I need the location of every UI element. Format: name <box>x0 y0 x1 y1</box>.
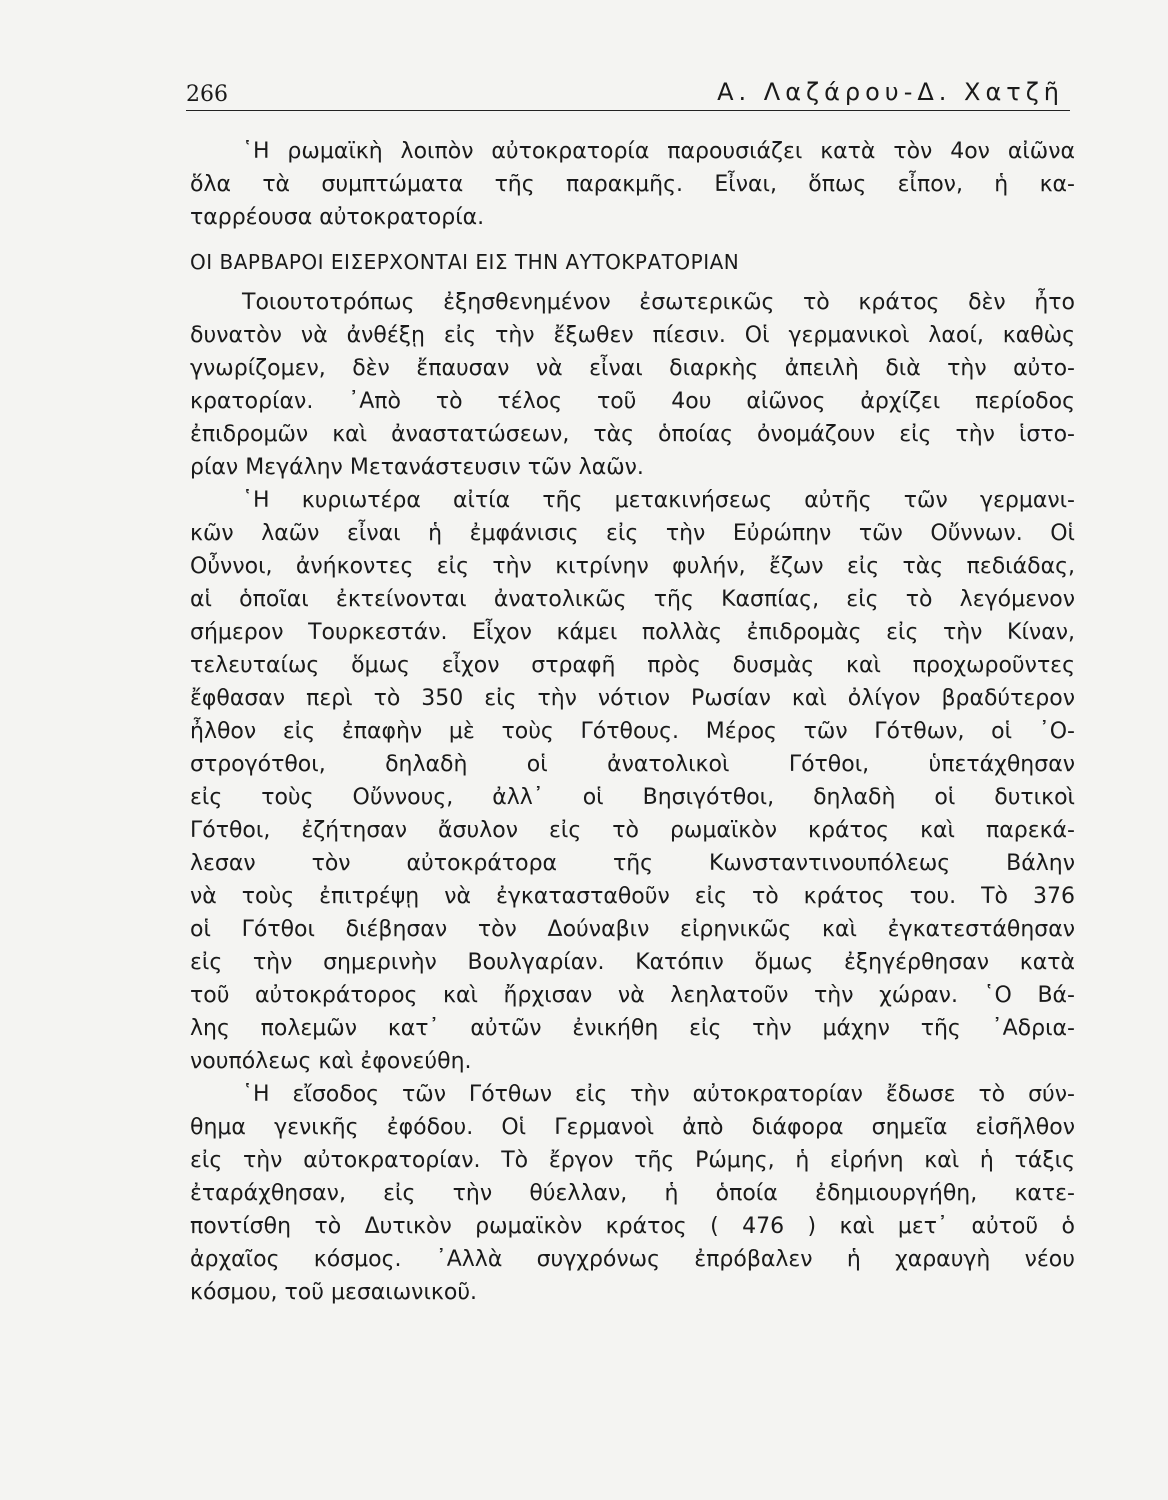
text-line: αἱ ὁποῖαι ἐκτείνονται ἀνατολικῶς τῆς Κασπίας, εἰς τὸ λεγόμενον <box>190 587 1075 612</box>
text-line: κρατορίαν. ᾿Απὸ τὸ τέλος τοῦ 4ου αἰῶνος ἀρχίζει περίοδος <box>190 389 1075 414</box>
text-line: ἐταράχθησαν, εἰς τὴν θύελλαν, ἡ ὁποία ἐδημιουργήθη, κατε- <box>190 1181 1075 1206</box>
paragraph-3 <box>190 1078 1075 1309</box>
text-line: νὰ τοὺς ἐπιτρέψῃ νὰ ἐγκατασταθοῦν εἰς τὸ κράτος του. Τὸ 376 <box>190 884 1075 909</box>
text-line: ἦλθον εἰς ἐπαφὴν μὲ τοὺς Γότθους. Μέρος τῶν Γότθων, οἱ ᾿Ο- <box>190 719 1075 744</box>
paragraph-1 <box>190 286 1075 484</box>
text-line: οἱ Γότθοι διέβησαν τὸν Δούναβιν εἰρηνικῶς καὶ ἐγκατεστάθησαν <box>190 917 1075 942</box>
text-line: ἐπιδρομῶν καὶ ἀναστατώσεων, τὰς ὁποίας ὀνομάζουν εἰς τὴν ἱστο- <box>190 422 1075 447</box>
intro-paragraph <box>190 135 1075 234</box>
text-line: γνωρίζομεν, δὲν ἔπαυσαν νὰ εἶναι διαρκὴς ἀπειλὴ διὰ τὴν αὐτο- <box>190 356 1075 381</box>
text-line: κῶν λαῶν εἶναι ἡ ἐμφάνισις εἰς τὴν Εὐρώπην τῶν Οὔννων. Οἱ <box>190 521 1075 546</box>
text-line: εἰς τὴν αὐτοκρατορίαν. Τὸ ἔργον τῆς Ρώμης, ἡ εἰρήνη καὶ ἡ τάξις <box>190 1148 1075 1173</box>
paragraph-2 <box>190 484 1075 1078</box>
text-line: τελευταίως ὅμως εἶχον στραφῆ πρὸς δυσμὰς καὶ προχωροῦντες <box>190 653 1075 678</box>
running-title: Α. Λαζάρου-Δ. Χατζῆ <box>717 78 1064 106</box>
text-line: δυνατὸν νὰ ἀνθέξῃ εἰς τὴν ἔξωθεν πίεσιν. Οἱ γερμανικοὶ λαοί, καθὼς <box>190 323 1075 348</box>
text-line: λεσαν τὸν αὐτοκράτορα τῆς Κωνσταντινουπόλεως Βάλην <box>190 851 1075 876</box>
text-line: ὅλα τὰ συμπτώματα τῆς παρακμῆς. Εἶναι, ὅπως εἶπον, ἡ κα- <box>190 172 1075 197</box>
body-text <box>190 135 1075 1309</box>
text-line: τοῦ αὐτοκράτορος καὶ ἤρχισαν νὰ λεηλατοῦν τὴν χώραν. ῾Ο Βά- <box>190 983 1075 1008</box>
text-line: ρίαν Μεγάλην Μετανάστευσιν τῶν λαῶν. <box>190 455 644 480</box>
text-line: νουπόλεως καὶ ἐφονεύθη. <box>190 1049 472 1074</box>
text-line: λης πολεμῶν κατ᾿ αὐτῶν ἐνικήθη εἰς τὴν μάχην τῆς ᾿Αδρια- <box>190 1016 1075 1041</box>
page-header <box>186 74 1070 111</box>
text-line: εἰς τοὺς Οὔννους, ἀλλ᾿ οἱ Βησιγότθοι, δηλαδὴ οἱ δυτικοὶ <box>190 785 1075 810</box>
section-heading: ΟΙ ΒΑΡΒΑΡΟΙ ΕΙΣΕΡΧΟΝΤΑΙ ΕΙΣ ΤΗΝ ΑΥΤΟΚΡΑΤΟΡΙΑΝ <box>190 250 740 274</box>
text-line: Γότθοι, ἐζήτησαν ἄσυλον εἰς τὸ ρωμαϊκὸν κράτος καὶ παρεκά- <box>190 818 1075 843</box>
text-line: σήμερον Τουρκεστάν. Εἶχον κάμει πολλὰς ἐπιδρομὰς εἰς τὴν Κίναν, <box>190 620 1075 645</box>
text-line: ποντίσθη τὸ Δυτικὸν ρωμαϊκὸν κράτος ( 476 ) καὶ μετ᾿ αὐτοῦ ὁ <box>190 1214 1075 1239</box>
text-line: ῾Η ρωμαϊκὴ λοιπὸν αὐτοκρατορία παρουσιάζει κατὰ τὸν 4ον αἰῶνα <box>242 139 1075 164</box>
text-line: ταρρέουσα αὐτοκρατορία. <box>190 205 485 230</box>
text-line: θημα γενικῆς ἐφόδου. Οἱ Γερμανοὶ ἀπὸ διάφορα σημεῖα εἰσῆλθον <box>190 1115 1075 1140</box>
text-line: ῾Η εἴσοδος τῶν Γότθων εἰς τὴν αὐτοκρατορίαν ἔδωσε τὸ σύν- <box>242 1082 1075 1107</box>
text-line: εἰς τὴν σημερινὴν Βουλγαρίαν. Κατόπιν ὅμως ἐξηγέρθησαν κατὰ <box>190 950 1075 975</box>
text-line: ἔφθασαν περὶ τὸ 350 εἰς τὴν νότιον Ρωσίαν καὶ ὀλίγον βραδύτερον <box>190 686 1075 711</box>
page-number: 266 <box>186 82 228 107</box>
text-line: ἀρχαῖος κόσμος. ᾿Αλλὰ συγχρόνως ἐπρόβαλεν ἡ χαραυγὴ νέου <box>190 1247 1075 1272</box>
text-line: Τοιουτοτρόπως ἐξησθενημένον ἐσωτερικῶς τὸ κράτος δὲν ἦτο <box>242 290 1075 315</box>
text-line: κόσμου, τοῦ μεσαιωνικοῦ. <box>190 1280 478 1305</box>
text-line: στρογότθοι, δηλαδὴ οἱ ἀνατολικοὶ Γότθοι, ὑπετάχθησαν <box>190 752 1075 777</box>
text-line: ῾Η κυριωτέρα αἰτία τῆς μετακινήσεως αὐτῆς τῶν γερμανι- <box>242 488 1075 513</box>
text-line: Οὖννοι, ἀνήκοντες εἰς τὴν κιτρίνην φυλήν, ἔζων εἰς τὰς πεδιάδας, <box>190 554 1075 579</box>
